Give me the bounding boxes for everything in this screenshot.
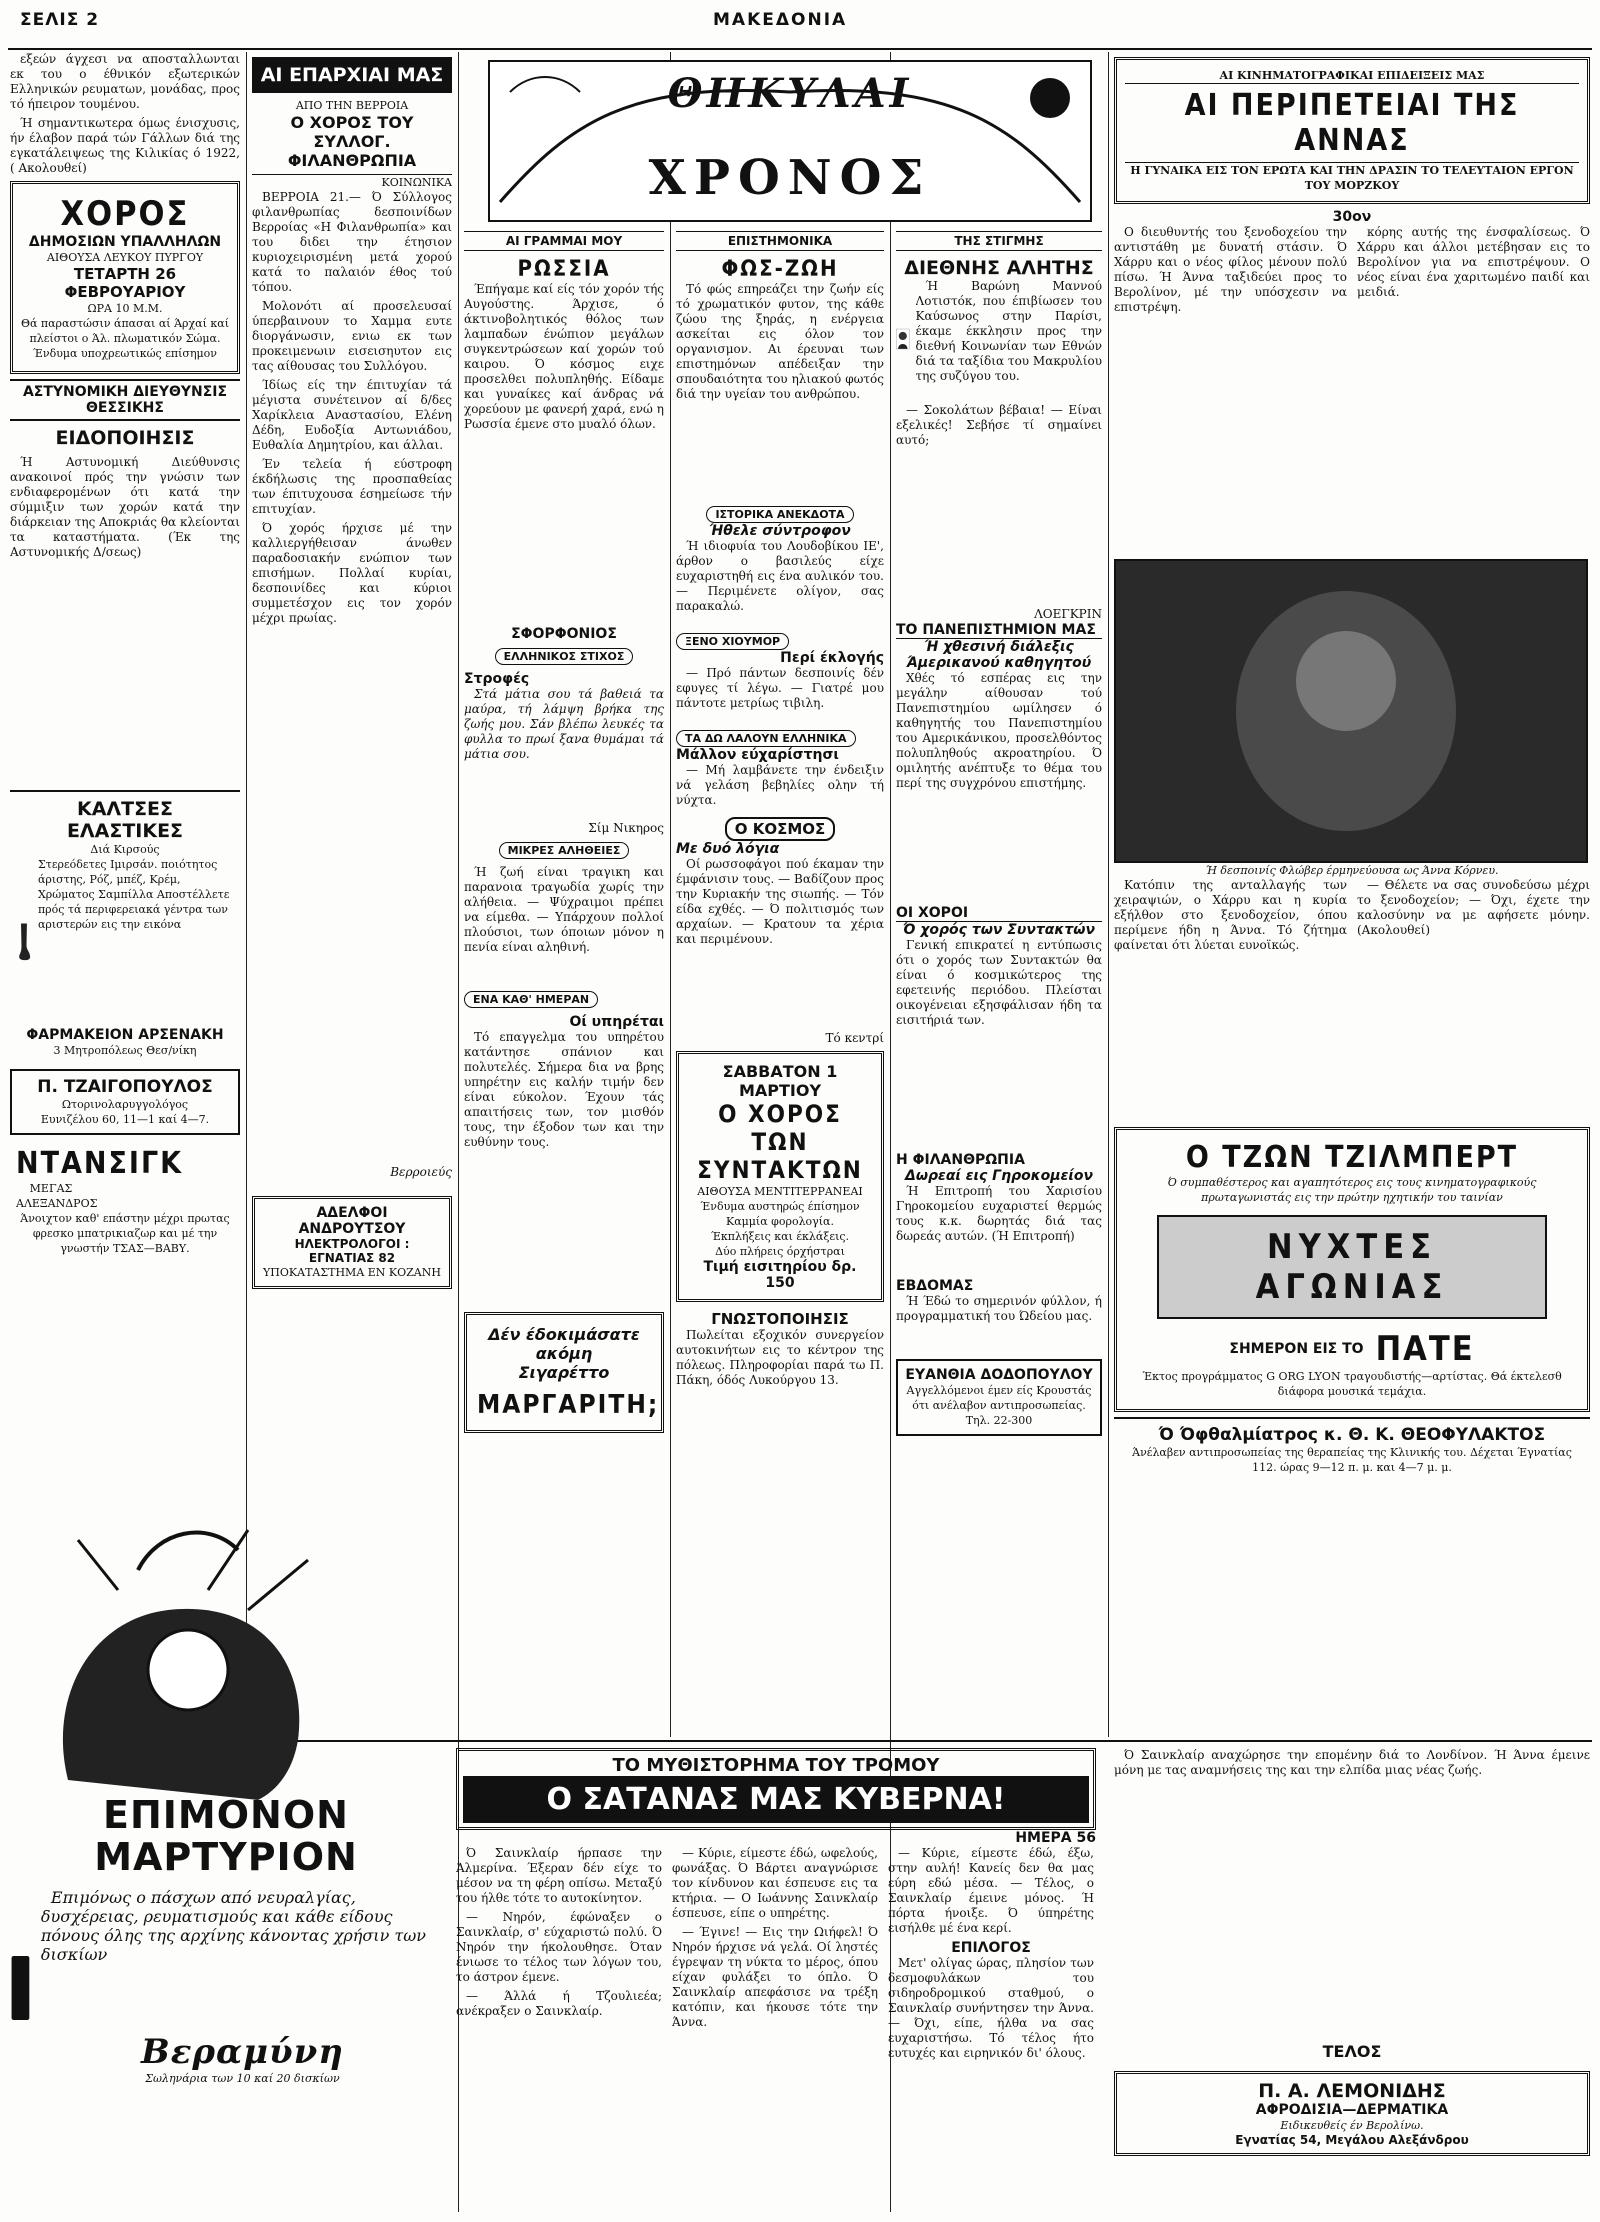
ad-line: Σιγαρέττο [518,1363,610,1382]
section-tag: ΕΛΛΗΝΙΚΟΣ ΣΤΙΧΟΣ [495,648,634,665]
article-title: Περί έκλογής [780,650,884,666]
article-text: Τό φώς επηρεάζει την ζωήν είς τό χρωματικόν φυτον, της κάθε ζώου της ξηράς, η ενέργεια ασκείται εις όλον τον οργανισμον. Αι έρευναι των επιστημόνων απέδειξαν την σπουδαιότητα του ηλιακού φωτός διά την υγείαν του ανθρώπου. [676,282,884,401]
column-rule [246,52,247,1737]
serial-text: Ό Σαινκλαίρ αναχώρησε την επομένην διά το Λονδίνον. Ή Άννα έμεινε μόνη με τας αναμνήσεις της και την ελπίδα μιας νέας ζωής. [1114,1748,1590,1777]
article-text: Γενική επικρατεί η εντύπωσις ότι ο χορός των Συντακτών θα είναι ό κοσμικώτερος της εφετεινής περιόδου. Πλείσται οικογένειαι εξησφάλισαν ήδη τα εισιτήριά των. [896,938,1102,1027]
ad-hall: ΑΙΘΟΥΣΑ ΜΕΝΤΙΤΕΡΡΑΝΕΑΙ [697,1185,863,1198]
notice-text: Ή Αστυνομική Διεύθυνσις ανακοινοί πρός την γνώσιν των ενδιαφερομένων ότι κατά την σύμμιξιν των χορών κατά την διάρκειαν της Αποκριάς θα κλείονται τα καταστήματα. (Έκ της Αστυνομικής Δ/σεως) [10,455,240,559]
article-text: — Μή λαμβάνετε την ένδειξιν νά γελάση βεβηλίες ολην τή νύχτα. [676,763,884,807]
doctor-name: Π. Α. ΛΕΜΟΝΙΔΗΣ [1258,2080,1446,2102]
signature: Τό κεντρί [825,1031,884,1045]
ad-dress: Ένδυμα υποχρεωτικώς επίσημον [32,347,217,360]
section-tag: ΜΙΚΡΕΣ ΑΛΗΘΕΙΕΣ [499,842,630,859]
article-text: Ή ιδιοφυία του Λουδοβίκου ΙΕ', άρθον ο βασιλεύς είχε ευχαριστηθή εις ένα αυλικόν του. — Περιμένετε ολίγον, σας παρακαλώ. [676,539,884,613]
section-heading: ΑΣΤΥΝΟΜΙΚΗ ΔΙΕΥΘΥΝΣΙΣ ΘΕΣΣΙΚΗΣ [10,379,240,421]
ad-text: Άνοιχτον καθ' επάστην μέχρι πρωτας φρεσκο μπατρικιαζωρ και μέ την γνωστήν ΤΣΑΣ—ΒΑΒΥ. [20,1212,230,1255]
ad-text: Επιμόνως ο πάσχων από νευραλγίας, δυσχέρειας, ρευματισμούς και κάθε είδους πόνους όλης της αρχίνης κάνοντας χρήσιν των δισκίων [40,1888,427,1964]
restaurant-ad [10,1140,240,1262]
section-tag: ΙΣΤΟΡΙΚΑ ΑΝΕΚΔΟΤΑ [706,506,853,523]
medicine-ad [8,1500,444,2210]
ball-ad [676,1051,884,1302]
decorative-banner [488,60,1092,222]
episode-number: 30ον [1332,209,1372,225]
serial-subtitle: Η ΓΥΝΑΙΚΑ ΕΙΣ ΤΟΝ ΕΡΩΤΑ ΚΑΙ ΤΗΝ ΔΡΑΣΙΝ ΤΟ ΤΕΛΕΥΤΑΙΟΝ ΕΡΓΟΝ ΤΟΥ ΜΟΡΖΚΟΥ [1130,164,1574,192]
serial-day: ΗΜΕΡΑ 56 [1015,1830,1096,1846]
article-title: Ό χορός των Συντακτών [902,922,1095,938]
article-title: Ή χθεσινή διάλεξις Άμερικανού καθηγητού [906,639,1092,671]
column-3 [464,225,664,1438]
portrait-illustration [896,279,910,399]
column-6 [1114,52,1590,1486]
cinema-header [1114,57,1590,204]
article-text: Κατόπιν της ανταλλαγής των χειραψιών, ο Χάρρυ και η κυρία εξήλθον στο ξενοδοχείον, όπου περίμενε ήδη η Άννα. Τό ζήτημα φαίνεται ότι λύεται ευνοϊκώς. [1114,878,1347,952]
poem-author: Σίμ Νικηρος [588,821,664,835]
notice-heading: ΓΝΩΣΤΟΠΟΙΗΣΙΣ [711,1310,849,1328]
section-tag: ΞΕΝΟ ΧΙΟΥΜΟΡ [676,633,789,650]
article-text: — Θέλετε να σας συνοδεύσω μέχρι το ξενοδοχείον; — Όχι, έχετε την καλοσύνην να με αφήσετε μόνην. (Ακολουθεί) [1357,878,1590,937]
dateline: ΑΠΟ ΤΗΝ ΒΕΡΡΟΙΑ [295,99,409,112]
ad-line: ακόμη [535,1344,593,1363]
ad-name: ΕΥΑΝΘΙΑ ΔΟΔΟΠΟΥΛΟΥ [905,1367,1093,1383]
article-text: ΒΕΡΡΟΙΑ 21.— Ό Σύλλογος φιλανθρωπίας δεσποινίδων Βερροίας «Η Φιλανθρωπία» και του διδει την έτησιον κυριοχειρισμένη μετά χορού κατά το παλαιόν έθος τού τόπου. [252,190,452,294]
ad-branch: ΥΠΟΚΑΤΑΣΤΗΜΑ ΕΝ ΚΟΖΑΝΗ [263,1266,441,1279]
serial-title: Ο ΣΑΤΑΝΑΣ ΜΑΣ ΚΥΒΕΡΝΑ! [463,1776,1089,1823]
article-text: Οί ρωσσοφάγοι πού έκαμαν την έμφάνισιν τους. — Βαδίζουν προς την Κυριακήν της σιωπής. — Τόν είδα εχθές. — Ό πολιτισμός των αρχαίων. — Κρατουν τα χέρια και περιμένουν. [676,857,884,946]
article-title: Οί υπηρέται [569,1014,664,1030]
ad-brand: Βεραμύνη [140,2032,344,2072]
serial-text: — Άλλά ή Τζουλιεέα; ανέκραξεν ο Σαινκλαίρ. [456,1989,662,2018]
ad-title: ΝΤΑΝΣΙΓΚ [16,1146,184,1181]
section-heading: Η ΦΙΛΑΝΘΡΩΠΙΑ [896,1152,1025,1168]
photo-placeholder [1116,561,1586,861]
electricians-ad [252,1196,452,1289]
doctor-name: Π. ΤΖΑΙΓΟΠΟΥΛΟΣ [37,1077,213,1097]
serial-text: — Νηρόν, έφώναξεν ο Σαινκλαίρ, σ' εύχαριστώ πολύ. Ό Νηρόν την ήκολουθησε. Όταν ένιωσε το τέλος των λόγων του, το άστρον έμενε. [456,1910,662,1984]
article-text: Τό επαγγελμα του υπηρέτου κατάντησε σπάνιον και πολυτελές. Σήμερα δια να βρης υπηρέτην εις καλήν τιμήν δεν είναι εύκολον. Έχουν τάς απαιτήσεις των, τον μισθόν τους, την έξοδον των και την ευθύνην τους. [464,1030,664,1149]
ad-time: ΩΡΑ 10 Μ.Μ. [87,302,163,315]
doctor-name: Ό Όφθαλμίατρος κ. Θ. Κ. ΘΕΟΦΥΛΑΚΤΟΣ [1158,1425,1546,1445]
notice-text: Πωλείται εξοχικόν συνεργείον αυτοκινήτων εις το κέντρον της πόλεως. Πληροφορίαι παρά τω Π. Πάκη, όδός Λυκούργου 13. [676,1328,884,1387]
ad-title: Ο ΧΟΡΟΣ ΤΩΝ ΣΥΝΤΑΚΤΩΝ [697,1100,863,1184]
article-text: Έν τελεία ή εύστροφη έκδήλωσις της προσπαθείας των έπιτυχουσα έσημείωσε τήν επιτυχίαν. [252,457,452,516]
ad-brand: ΑΔΕΛΦΟΙ ΑΝΔΡΟΥΤΣΟΥ [298,1205,406,1237]
article-title: ΔΙΕΘΝΗΣ ΑΛΗΤΗΣ [904,257,1094,279]
ad-title: Ο ΤΖΩΝ ΤΖΙΛΜΠΕΡΤ [1185,1140,1519,1175]
section-heading: ΑΙ ΚΙΝΗΜΑΤΟΓΡΑΦΙΚΑΙ ΕΠΙΔΕΙΞΕΙΣ ΜΑΣ [1219,69,1485,82]
section-heading: ΤΗΣ ΣΤΙΓΜΗΣ [896,231,1102,251]
cinema-name: ΠΑΤΕ [1375,1329,1475,1369]
column-2 [252,52,452,1294]
epilogue-heading: ΕΠΙΛΟΓΟΣ [951,1940,1031,1956]
signature: ΛΟΕΓΚΡΙΝ [1034,607,1102,621]
ad-text: Ό συμπαθέστερος και αγαπητότερος εις τους κινηματογραφικούς πρωταγωνιστάς εις την πρώτην ηχητικήν του ταινίαν [1167,1176,1537,1204]
section-heading: ΑΙ ΓΡΑΜΜΑΙ ΜΟΥ [464,231,664,251]
article-text: Ή Βαρώνη Μαννού Λοτιστόκ, που έπιβίωσεν του Καύσωνος στην Παρίσι, έκαμε έκκλησιν προς την διεθνή Κοινωνίαν των Εθνών διά τα ταξίδια του Μακρυλίου της συζύγου του. [915,279,1102,383]
article-text: Μολονότι αί προσελευσαί ύπερβαινουν το Χαμμα ευτε διοργάνωσιν, ενιω εκ των προκειμενωιν εισεισηυτον εις τας αίθουσας του Συλλόγου. [252,299,452,373]
article-text: — Σοκολάτων βέβαια! — Είναι εξελικές! Σεβήσε τί σημαίνει αυτό; [896,403,1102,447]
serial-text: Μετ' ολίγας ώρας, πλησίον των δεσμοφυλάκων του σιδηροδρομικού σταθμού, ο Σαινκλαίρ συνήντησεν την Άννα. — Όχι, είπε, ήλθα να σας ευχαριστήσω. Τό τέλος ήτο ευτυχές και ειρηνικόν δι' όλους. [888,1956,1094,2060]
cigarette-ad [464,1312,664,1433]
poem-title: Στροφές [464,671,530,687]
film-title-box [1157,1215,1547,1319]
serial-novel [456,1748,1096,2210]
article-text: — Πρό πάντων δεσποινίς δέν εφυγες τί λέγω. — Γιατρέ μου πάντοτε μετρίως τιβιλη. [676,666,884,710]
ad-day: ΣΑΒΒΑΤΟΝ 1 ΜΑΡΤΙΟΥ [722,1062,838,1100]
suffering-man-illustration [8,1500,444,1800]
ad-dress: Ένδυμα αυστηρώς έπίσημον Καμμία φορολογία. [700,1200,860,1228]
article-text: εξεών άγχεσι να αποσταλλωνται εκ του ο έθνικόν εξωτερικών Ελληνικών ρευματων, μονάδας, προς τό ήπειρον τουμένου. [10,52,240,111]
article-text: Χθές τό εσπέρας εις την μεγάλην αίθουσαν τού Πανεπιστημίου ωμίλησεν ό καθηγητής του Πανεπιστημίου του Αμερικάνικου, προσελθόντος πολυπληθούς ακροατηρίου. Ό ομιλητής ανέπτυξε το θέμα του περί της συγχρόνου επιστήμης. [896,671,1102,790]
poem-text: Στά μάτια σου τά βαθειά τα μαύρα, τή λάμψη βρήκα της ζωής μου. Σάν βλέπω λευκές τα φυλλα το πρωί ξανα θυμάμαι τά μάτια σου. [464,687,664,761]
article-title: Ήθελε σύντροφον [709,523,851,539]
page-number: ΣΕΛΙΣ 2 [20,10,100,30]
signature: ΣΦΟΡΦΟΝΙΟΣ [511,626,617,642]
actress-photo [1114,559,1588,863]
ad-text: Αγγελλόμενοι έμεν είς Κρουστάς ότι ανέλαβον αντιπροσωπείας. Τηλ. 22-300 [906,1384,1092,1427]
column-4 [676,225,884,1392]
column-rule [670,52,671,1737]
article-text: Ή σημαντικωτερα όμως ένισχυσις, ήν έλαβον παρά τών Γάλλων διά της εγκατάλειψεως της Κιλικίας ό 1922, ( Ακολουθεί) [10,116,240,175]
column-rule [1108,52,1109,1737]
article-text: Έπήγαμε καί είς τόν χορόν τής Αυγούστης. Άρχισε, ό άκτινοβολητικός θόλος των λαμπαδων ένώπιον μεγάλων συγκεντρώσεων καί χορών τού καιρου. Ό κόσμος ειχε προσελθει πολυπληθής. Είδαμε και γυναίκες καί άνδρας νά χορεύουν με φανερή χαρά, ενώ η Ρωσσία έμενε στο μυαλό όλων. [464,282,664,431]
ad-today: ΣΗΜΕΡΟΝ ΕΙΣ ΤΟ [1229,1341,1364,1357]
doctor-job: Ωτορινολαρυγγολόγος [61,1098,189,1111]
ad-title: ΧΟΡΟΣ [60,194,190,234]
serial-text: — Κύριε, είμεστε έδώ, ωφελούς, φωνάξας. Ό Βάρτει αναγνώρισε τον κίνδυνον και έσπευσε εις τα κτήρια. — Ο Ιωάννης Σαινκλαίρ έσπευσε, είπε ο υπηρέτης. [672,1846,878,1920]
dance-ad [10,181,240,374]
photo-caption: Ή δεσποινίς Φλώβερ έρμηνεύουσα ως Άννα Κόρνευ. [1205,864,1499,877]
medicine-tube [8,1888,33,2088]
cinema-ad [1114,1127,1590,1412]
ad-extra: Έκπλήξεις και έκλάξεις. [710,1230,850,1243]
article-text: Ο διευθυντής του ξενοδοχείου την αντιστάθη με δυνατή στάσιν. Ό Χάρρυ και ο νέος φίλος μένουν πολύ πίσω. Ή Άννα ταξιδεύει προς το Βερολίνον, μέ την υπόσχεσιν να επιστρέψη. [1114,225,1347,314]
column-1 [10,52,240,1267]
doctor-sub: Ειδικευθείς έν Βερολίνω. [1280,2119,1424,2132]
article-title: Ο ΧΟΡΟΣ ΤΟΥ ΣΥΛΛΟΓ. ΦΙΛΑΝΘΡΩΠΙΑ [252,113,452,175]
section-heading: ΕΠΙΣΤΗΜΟΝΙΚΑ [676,231,884,251]
serial-title: ΑΙ ΠΕΡΙΠΕΤΕΙΑΙ ΤΗΣ ΑΝΝΑΣ [1125,83,1579,163]
ad-line: ΗΛΕΚΤΡΟΛΟΓΟΙ : ΕΓΝΑΤΙΑΣ 82 [294,1237,410,1265]
paper-name: ΜΑΚΕΔΟΝΙΑ [713,10,848,30]
doctor-address: Ευνιζέλου 60, 11—1 καί 4—7. [40,1113,210,1126]
notice-heading: ΕΙΔΟΠΟΙΗΣΙΣ [55,427,195,449]
section-tag: ΚΟΙΝΩΝΙΚΑ [381,176,452,189]
serial-end: ΤΕΛΟΣ [1322,2042,1382,2061]
article-title: ΦΩΣ-ΖΩΗ [721,257,839,282]
section-tag: ΤΑ ΔΩ ΛΑΛΟΥΝ ΕΛΛΗΝΙΚΑ [676,730,856,747]
article-text: Ή Επιτροπή του Χαρισίου Γηροκομείου ευχαριστεί θερμώς τους κ.κ. δωρητάς διά τας δωρεάς αυτών. (Ή Επιτροπή) [896,1184,1102,1243]
ad-title: ΚΑΛΤΣΕΣ ΕΛΑΣΤΙΚΕΣ [66,798,184,842]
bottom-right-area [1114,1748,1590,2210]
ad-subtitle: ΜΕΓΑΣ ΑΛΕΞΑΝΔΡΟΣ [16,1182,98,1210]
section-heading: ΕΒΔΟΜΑΣ [896,1278,974,1294]
section-heading: ΟΙ ΧΟΡΟΙ [896,905,1102,922]
article-title: Μάλλον εύχαρίστησι [676,747,839,763]
correspondent: Βερροιεύς [390,1165,452,1179]
article-title: ΡΩΣΣΙΑ [517,257,611,282]
ad-line: Δέν έδοκιμάσατε [488,1325,640,1344]
ad-orchestra: Δύο πλήρεις όρχήστραι [715,1245,845,1258]
article-title: Με δυό λόγια [676,841,780,857]
article-title: Δωρεαί εις Γηροκομείον [905,1168,1093,1184]
serial-header [456,1748,1096,1830]
section-divider [246,1740,1592,1742]
ad-subtitle: ΔΗΜΟΣΙΩΝ ΥΠΑΛΛΗΛΩΝ [28,234,222,250]
doctor-ad [10,1069,240,1135]
section-tag: Ο ΚΟΣΜΟΣ [725,817,836,841]
pharmacy-address: 3 Μητροπόλεως Θεσ/νίκη [53,1044,197,1057]
serial-text: Ό Σαινκλαίρ ήρπασε την Άλμερίνα. Έξεραν δέν είχε το μέσον να τη φέρη οπίσω. Μεταξύ του ήλθε τότε το αυτοκίνητον. [456,1846,662,1905]
ad-tagline: Σωληνάρια των 10 καί 20 δισκίων [145,2072,340,2085]
ad-place: ΑΙΘΟΥΣΑ ΛΕΥΚΟΥ ΠΥΡΓΟΥ [46,251,204,264]
article-text: Ή Έδώ το σημερινόν φύλλον, ή προγραμματική του Ώδείου μας. [896,1294,1102,1323]
ad-note: Θά παραστώσιν άπασαι αί Άρχαί καί πλείστοι ο Άλ. πλωματικόν Σώμα. [20,317,230,345]
truths-text: Ή ζωή είναι τραγικη και παρανοια τραγωδία χωρίς την αλήθεια. — Ψύχραιμοι πρέπει να είμεθα. — Υπάρχουν πολλοί πλούσιοι, των όποιων μόνον η πενία είναι αληθινή. [464,865,664,954]
business-ad [896,1359,1102,1436]
provinces-banner [252,57,452,93]
article-text: κόρης αυτής της ένσφαλίσεως. Ό Χάρρυ και άλλοι μετέβησαν εις το Βερολίνον για να επιστρέψουν. Ο νέος είναι ένα χαριτωμένο παιδί και μειδιά. [1357,225,1590,299]
ad-brand: ΜΑΡΓΑΡΙΤΗ; [477,1390,660,1420]
serial-text: — Έγινε! — Εις την Ωιήφελ! Ό Νηρόν ήρχισε νά γελά. Οί ληστές έγρεψαν τη νύκτα το μέρος, όπου είχαν φυλάξει το όπλο. Ό Σαινκλαίρ απεφάσισε να τρέξη κατόπιν, και ήκουσε τότε την Άννα. [672,1925,878,2029]
doctor-line: ΑΦΡΟΔΙΣΙΑ—ΔΕΡΜΑΤΙΚΑ [1255,2102,1449,2118]
ad-extra: Έκτος προγράμματος G ORG LYON τραγουδιστής—αρτίστας. Θά έκτελεσθ διάφορα μουσικά τεμάχια. [1142,1370,1562,1398]
column-5 [896,225,1102,1441]
ad-subtitle: Διά Κιρσούς [90,843,160,856]
pharmacy-name: ΦΑΡΜΑΚΕΙΟΝ ΑΡΣΕΝΑΚΗ [26,1027,224,1043]
section-heading: ΤΟ ΠΑΝΕΠΙΣΤΗΜΙΟΝ ΜΑΣ [896,622,1102,639]
banner-title: ΘΗΚΥΛΑΙ [667,70,913,117]
article-text: Ίδίως είς την έπιτυχίαν τά μέγιστα συνέτεινον αί δ/δες Χαρίκλεια Αναστασίου, Ελένη Δέδη, Ευδοξία Αντωνιάδου, Ευθαλία Δημητρίου, και άλλαι. [252,378,452,452]
serial-text: — Κύριε, είμεστε έδώ, έξω, στην αυλή! Κανείς δεν θα μας εύρη εδώ μέσα. — Τέλος, ο Σαινκλαίρ έμεινε μόνος. Ή πόρτα ήνοιξε. Ό ύπηρέτης εισήλθε μέ ένα κερί. [888,1846,1094,1935]
ad-date: ΤΕΤΑΡΤΗ 26 ΦΕΒΡΟΥΑΡΙΟΥ [64,265,186,301]
section-tag: ΕΝΑ ΚΑΘ' ΗΜΕΡΑΝ [464,991,598,1008]
socks-ad [10,790,240,1064]
ad-text: Στερεόδετες Ιμιρσάν. ποιότητος άριστης, Ρόζ, μπέζ, Κρέμ, Χρώματος Σαμπίλλα Αποστέλλετε πρός τά περιφερειακά γέντρα των αριστερών εις την εικόνα [37,858,230,931]
stocking-illustration [16,857,32,1027]
ad-price: Τιμή εισιτηρίου δρ. 150 [703,1259,857,1291]
article-text: Ό χορός ήρχισε μέ την καλλιεργήθεισαν άνωθεν παραδοσιακήν ενώπιον των επισήμων. Πολλαί κυρίαι, δεσποινίδες και κύριοι συμμετέσχον εις τον χορόν μέχρι πρωίας. [252,521,452,625]
doctor-text: Άνέλαβεν αντιπροσωπείας της θεραπείας της Κλινικής του. Δέχεται Έγνατίας 112. ώρας 9—12 π. μ. και 4—7 μ. μ. [1132,1446,1572,1474]
film-title: ΝΥΧΤΕΣ ΑΓΩΝΙΑΣ [1255,1227,1449,1307]
page-header [8,6,1592,50]
ophthalmologist-ad [1114,1417,1590,1481]
banner-subtitle: ΧΡΟΝΟΣ [648,150,932,206]
section-title: ΑΙ ΕΠΑΡΧΙΑΙ ΜΑΣ [260,64,444,86]
ad-title: ΕΠΙΜΟΝΟΝ ΜΑΡΤΥΡΙΟΝ [94,1793,358,1879]
dermatologist-ad [1114,2071,1590,2156]
doctor-address: Εγνατίας 54, Μεγάλου Αλεξάνδρου [1235,2133,1469,2147]
serial-supertitle: ΤΟ ΜΥΘΙΣΤΟΡΗΜΑ ΤΟΥ ΤΡΟΜΟΥ [612,1755,940,1776]
